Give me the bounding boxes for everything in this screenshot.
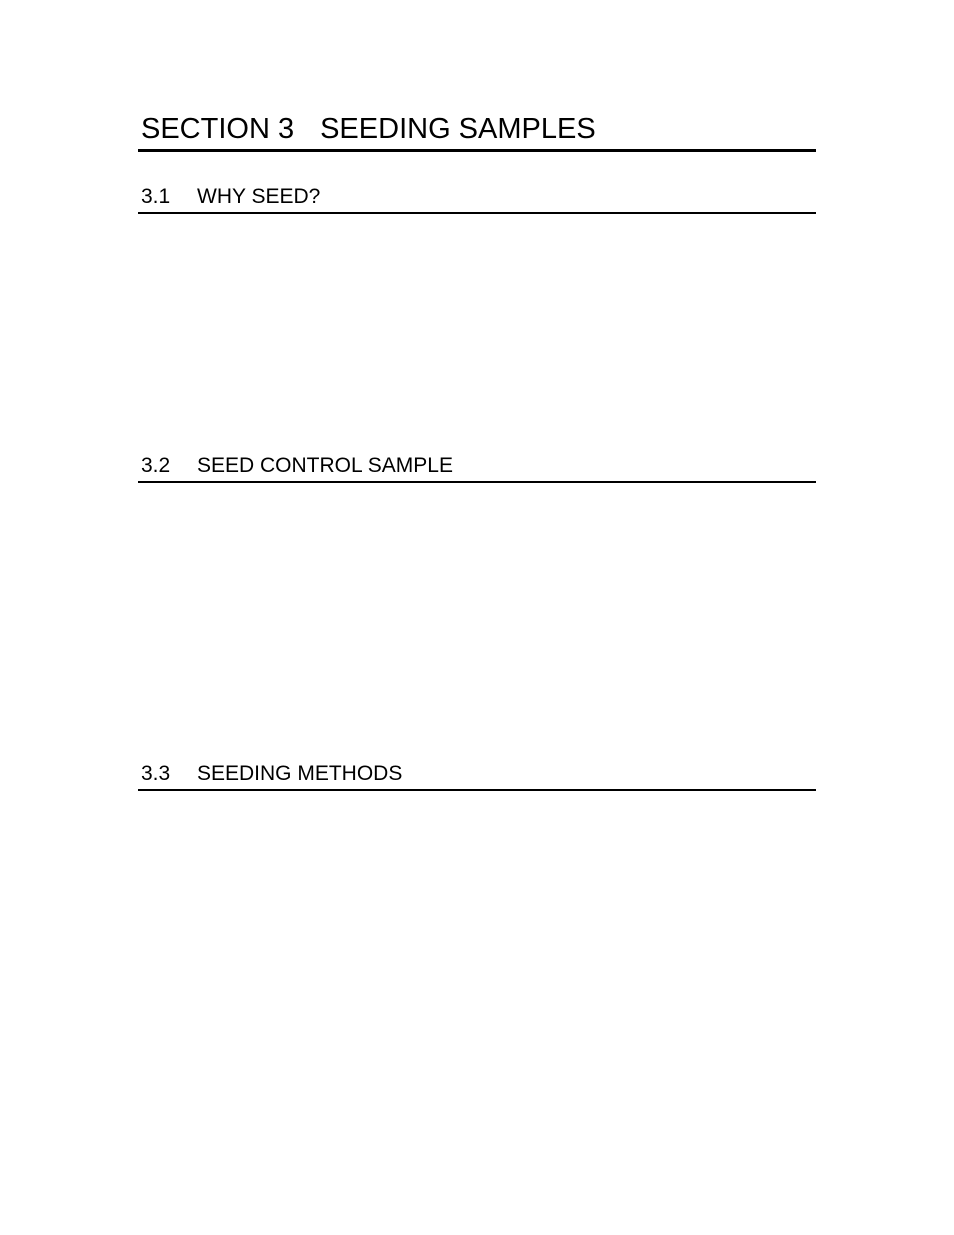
subsection-heading-seeding-methods: [138, 761, 816, 791]
section-title: SEEDING SAMPLES: [320, 113, 596, 145]
subsection-title: SEED CONTROL SAMPLE: [197, 454, 453, 477]
subsection-heading-why-seed: [138, 184, 816, 214]
subsection-heading-seed-control-sample: [138, 453, 816, 483]
subsection-number: 3.1: [141, 185, 171, 208]
section-number: SECTION 3: [141, 113, 295, 145]
subsection-number: 3.2: [141, 454, 171, 477]
subsection-number: 3.3: [141, 762, 171, 785]
section-heading: [138, 110, 816, 152]
subsection-title: WHY SEED?: [197, 185, 321, 208]
subsection-title: SEEDING METHODS: [197, 762, 403, 785]
